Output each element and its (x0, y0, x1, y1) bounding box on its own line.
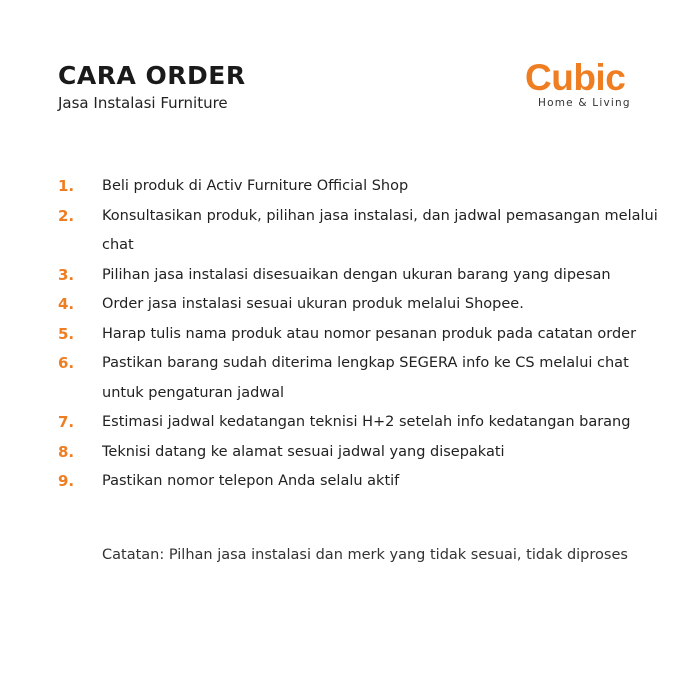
step-item-6 (58, 349, 658, 408)
step-item-7 (58, 408, 658, 438)
brand-logo-word: Cubic (525, 57, 626, 98)
step-item-9 (58, 467, 658, 497)
page-subtitle: Jasa Instalasi Furniture (58, 94, 228, 112)
step-item-1 (58, 172, 658, 202)
step-number: 7. (58, 413, 75, 431)
step-number: 3. (58, 265, 75, 284)
step-item-8 (58, 438, 658, 468)
step-text: Beli produk di Activ Furniture Official Shop (102, 178, 409, 194)
step-number: 4. (58, 295, 75, 313)
brand-logo-tagline: Home & Living (538, 97, 631, 109)
step-text: Pilihan jasa instalasi disesuaikan dengan ukuran barang yang dipesan (102, 266, 611, 283)
step-number: 9. (58, 472, 75, 490)
step-number: 2. (58, 206, 75, 225)
footer-note: Catatan: Pilhan jasa instalasi dan merk yang tidak sesuai, tidak diproses (102, 547, 628, 563)
step-number: 6. (58, 354, 75, 372)
step-text: Konsultasikan produk, pilihan jasa instalasi, dan jadwal pemasangan melalui chat (102, 207, 658, 253)
step-item-4 (58, 290, 658, 320)
step-number: 5. (58, 324, 75, 343)
step-item-3 (58, 261, 658, 291)
step-text: Estimasi jadwal kedatangan teknisi H+2 setelah info kedatangan barang (102, 414, 631, 430)
step-item-5 (58, 320, 658, 350)
step-text: Teknisi datang ke alamat sesuai jadwal yang disepakati (102, 443, 505, 460)
page-title: CARA ORDER (58, 61, 246, 90)
step-item-2 (58, 202, 658, 261)
step-text: Pastikan nomor telepon Anda selalu aktif (102, 473, 400, 489)
order-steps-list (58, 172, 658, 497)
step-number: 1. (58, 177, 75, 195)
step-text: Harap tulis nama produk atau nomor pesanan produk pada catatan order (102, 325, 637, 342)
step-number: 8. (58, 442, 75, 461)
step-text: Order jasa instalasi sesuai ukuran produk melalui Shopee. (102, 296, 524, 312)
brand-logo (525, 58, 635, 113)
step-text: Pastikan barang sudah diterima lengkap SEGERA info ke CS melalui chat untuk pengaturan jadwal (102, 355, 629, 401)
